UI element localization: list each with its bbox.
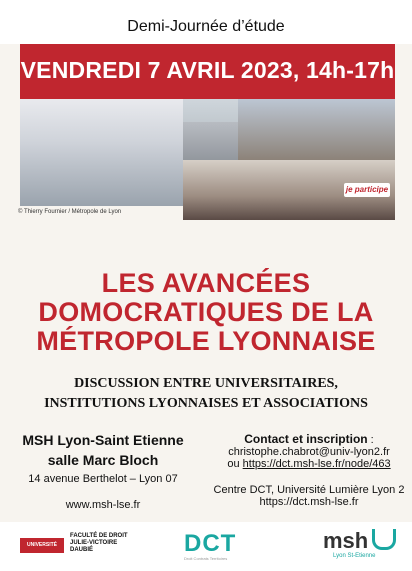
discussion-line-2: INSTITUTIONS LYONNAISES ET ASSOCIATIONS xyxy=(44,396,368,411)
faculty-line-1: FACULTÉ DE DROIT xyxy=(70,533,128,539)
venue-website-link[interactable]: www.msh-lse.fr xyxy=(65,499,141,511)
contact-title-suffix: : xyxy=(367,434,374,446)
photo-credit: © Thierry Fournier / Métropole de Lyon xyxy=(18,209,122,215)
event-date-headline: VENDREDI 7 AVRIL 2023, 14h-17h xyxy=(20,57,395,83)
msh-logo: msh xyxy=(323,528,369,553)
contact-block xyxy=(206,432,412,508)
faculty-line-2: JULIE-VICTOIRE xyxy=(70,540,118,546)
contact-or: ou xyxy=(227,458,243,470)
contact-email[interactable]: christophe.chabrot@univ-lyon2.fr xyxy=(228,446,390,458)
discussion-line-1: DISCUSSION ENTRE UNIVERSITAIRES, xyxy=(74,376,338,391)
faculty-line-3: DAUBIÉ xyxy=(70,547,94,553)
centre-name: Centre DCT, Université Lumière Lyon 2 xyxy=(213,484,405,496)
venue-address: 14 avenue Berthelot – Lyon 07 xyxy=(28,473,178,485)
event-subtitle: Demi-Journée d’étude xyxy=(127,18,285,35)
msh-logo-mark xyxy=(372,529,396,550)
participation-badge: je participe xyxy=(344,183,390,197)
photo-council-chamber xyxy=(20,99,183,206)
msh-logo-subtitle: Lyon St-Etienne xyxy=(333,553,376,559)
venue-name: MSH Lyon-Saint Etienne xyxy=(22,432,184,448)
university-lyon2-logo: UNIVERSITÉ LUMIÈRE LYON 2 xyxy=(20,538,64,553)
dct-logo: DCT xyxy=(184,530,237,557)
venue-room: salle Marc Bloch xyxy=(47,452,159,468)
dct-logo-subtitle: Droit Contrats Territoires xyxy=(184,556,228,561)
faculty-of-law-logo xyxy=(70,533,128,554)
main-title-line-1: LES AVANCÉES xyxy=(101,268,311,298)
main-title-line-2: DOMOCRATIQUES DE LA xyxy=(38,297,374,327)
centre-website-link[interactable]: https://dct.msh-lse.fr xyxy=(259,496,359,508)
registration-link[interactable]: https://dct.msh-lse.fr/node/463 xyxy=(242,458,391,470)
contact-title: Contact et inscription xyxy=(244,432,368,446)
venue-block xyxy=(0,432,206,511)
main-title-line-3: MÉTROPOLE LYONNAISE xyxy=(36,326,376,356)
